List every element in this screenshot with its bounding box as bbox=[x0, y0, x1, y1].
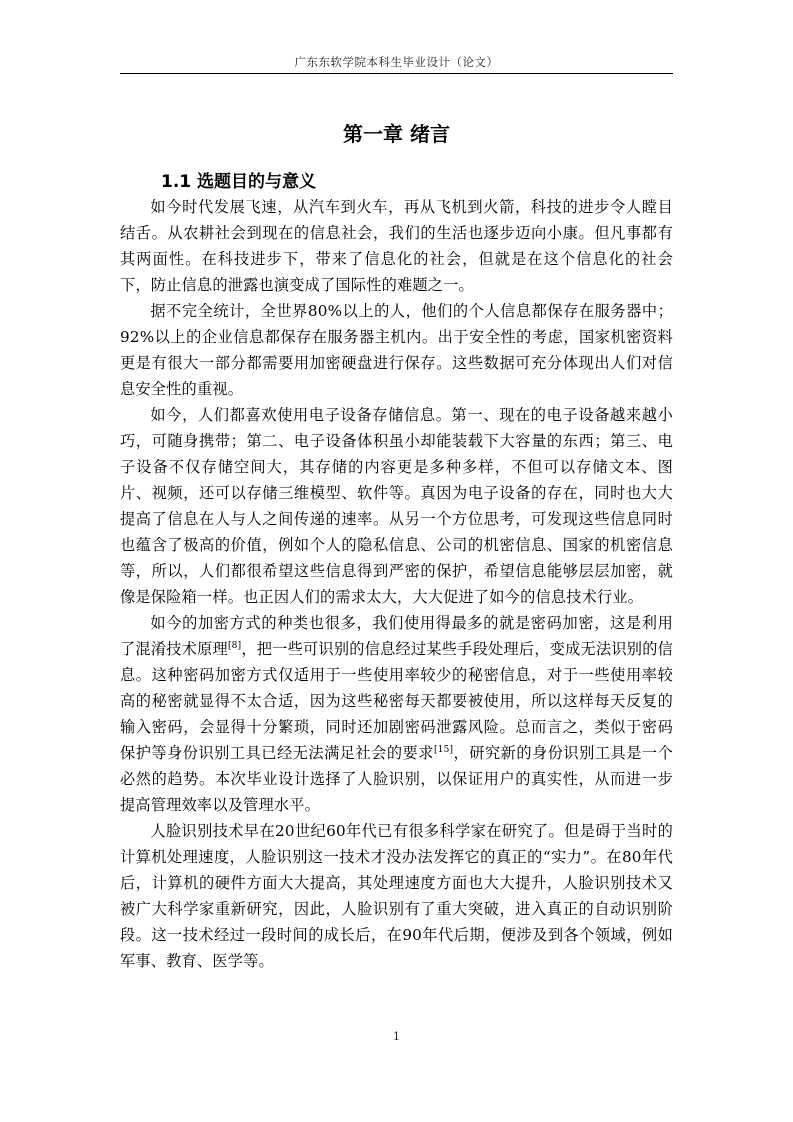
paragraph: 据不完全统计，全世界80%以上的人，他们的个人信息都保存在服务器中；92%以上的企业信息都保存在服务器主机内。出于安全性的考虑，国家机密资料更是有很大一部分都需要用加密硬盘进行保存。这些数据可充分体现出人们对信息安全性的重视。 bbox=[120, 302, 673, 398]
paragraph bbox=[120, 610, 673, 818]
paragraph: 如今，人们都喜欢使用电子设备存储信息。第一、现在的电子设备越来越小巧，可随身携带；第二、电子设备体积虽小却能装载下大容量的东西；第三、电子设备不仅存储空间大，其存储的内容更是多种多样，不但可以存储文本、图片、视频，还可以存储三维模型、软件等。真因为电子设备的存在，同时也大大提高了信息在人与人之间传递的速率。从另一个方位思考，可发现这些信息同时也蕴含了极高的价值，例如个人的隐私信息、公司的机密信息、国家的机密信息等，所以，人们都很希望这些信息得到严密的保护，希望信息能够层层加密，就像是保险箱一样。也正因人们的需求太大，大大促进了如今的信息技术行业。 bbox=[120, 406, 673, 606]
body-text bbox=[120, 194, 673, 974]
paragraph: 人脸识别技术早在20世纪60年代已有很多科学家在研究了。但是碍于当时的计算机处理速度，人脸识别这一技术才没办法发挥它的真正的“实力”。在80年代后，计算机的硬件方面大大提高，其处理速度方面也大大提升，人脸识别技术又被广大科学家重新研究，因此，人脸识别有了重大突破，进入真正的自动识别阶段。这一技术经过一段时间的成长后，在90年代后期，便涉及到各个领域，例如军事、教育、医学等。 bbox=[120, 822, 673, 970]
chapter-title: 第一章 绪言 bbox=[343, 122, 450, 146]
page-header: 广东东软学院本科生毕业设计（论文） bbox=[294, 55, 499, 69]
paragraph-text: ，研究新的身份识别工具是一个必然的趋势。本次毕业设计选择了人脸识别，以保证用户的真实性，从而进一步提高管理效率以及管理水平。 bbox=[120, 744, 673, 814]
header-rule bbox=[120, 73, 673, 74]
page-number: 1 bbox=[393, 1030, 400, 1043]
paragraph-text: ，把一些可识别的信息经过某些手段处理后，变成无法识别的信息。这种密码加密方式仅适用于一些使用率较少的秘密信息，对于一些使用率较高的秘密就显得不太合适，因为这些秘密每天都要被使用，所以这样每天反复的输入密码，会显得十分繁琐，同时还加剧密码泄露风险。总而言之，类似于密码保护等身份识别工具已经无法满足社会的要求 bbox=[120, 640, 673, 762]
paragraph: 如今时代发展飞速，从汽车到火车，再从飞机到火箭，科技的进步令人瞠目结舌。从农耕社会到现在的信息社会，我们的生活也逐步迈向小康。但凡事都有其两面性。在科技进步下，带来了信息化的社会，但就是在这个信息化的社会下，防止信息的泄露也演变成了国际性的难题之一。 bbox=[120, 198, 673, 294]
paragraph-text: 如今的加密方式的种类也很多，我们使用得最多的就是密码加密，这是利用了混淆技术原理 bbox=[120, 614, 673, 658]
section-title: 1.1 选题目的与意义 bbox=[161, 172, 317, 192]
citation-marker: [8] bbox=[227, 640, 242, 651]
citation-marker: [15] bbox=[433, 744, 454, 755]
